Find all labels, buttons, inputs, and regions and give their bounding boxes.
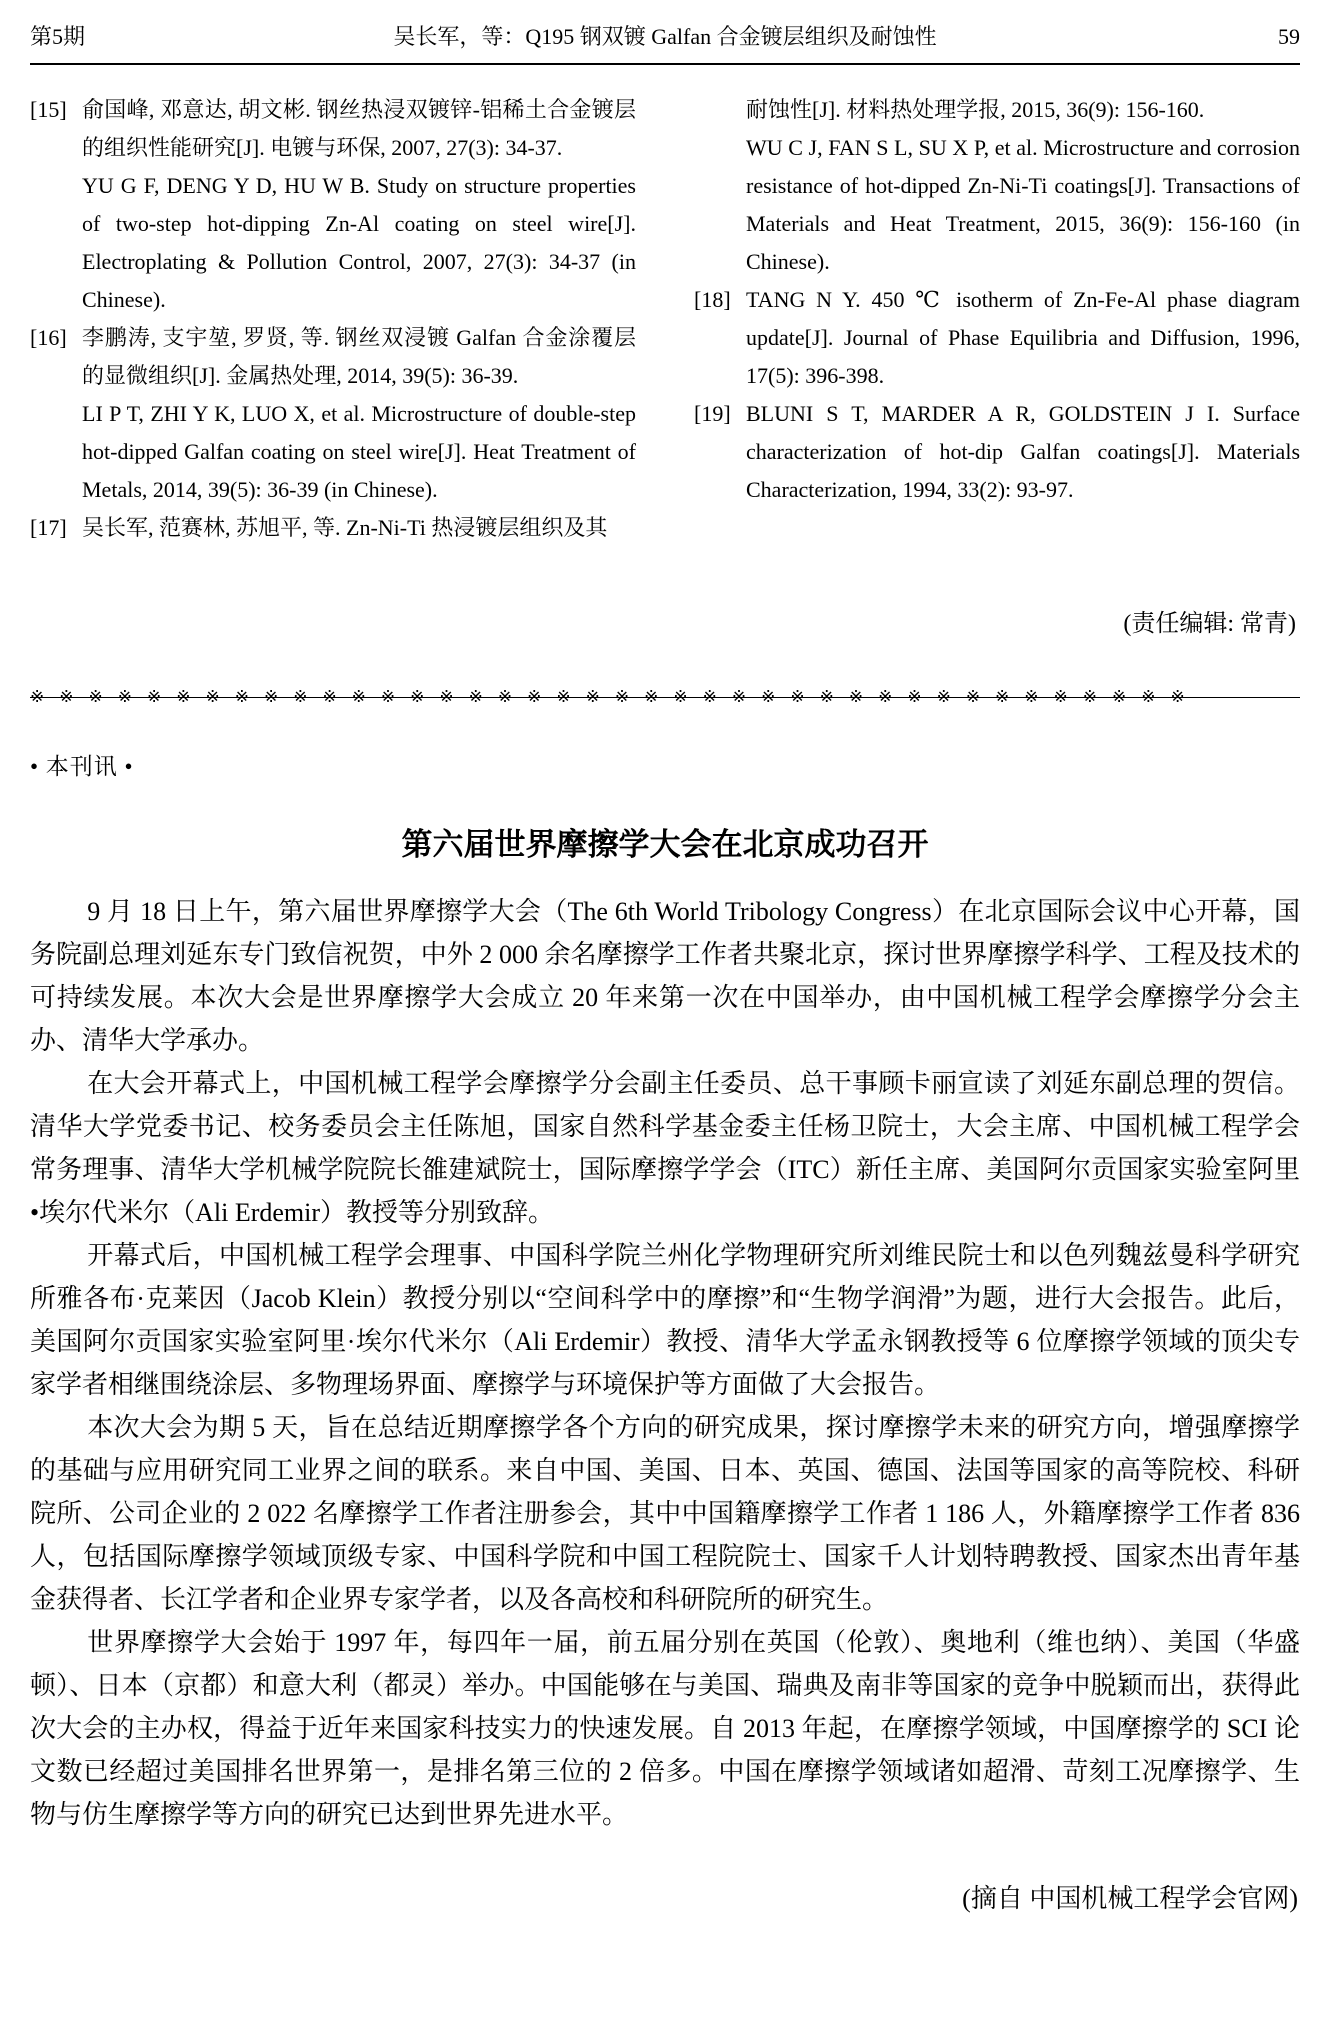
reference-number: [19] (694, 401, 731, 426)
reference-citation-cn: 李鹏涛, 支宇堃, 罗贤, 等. 钢丝双浸镀 Galfan 合金涂覆层的显微组织[J]. 金属热处理, 2014, 39(5): 36-39. (82, 325, 636, 388)
reference-citation-cn: 耐蚀性[J]. 材料热处理学报, 2015, 36(9): 156-160. (746, 97, 1205, 122)
reference-text (746, 91, 1300, 281)
reference-item (694, 91, 1300, 281)
issue-number: 第5期 (30, 24, 86, 49)
reference-citation-en: WU C J, FAN S L, SU X P, et al. Microstructure and corrosion resistance of hot-dipped Zn-Ni-Ti coatings[J]. Transactions of Materials and Heat Treatment, 2015, 36(9): 156-160 (in Chinese). (746, 135, 1300, 274)
reference-number: [15] (30, 97, 67, 122)
editor-note: (责任编辑: 常青) (1123, 611, 1296, 637)
reference-text (746, 395, 1300, 509)
reference-citation-en: BLUNI S T, MARDER A R, GOLDSTEIN J I. Surface characterization of hot-dip Galfan coatings[J]. Materials Characterization, 1994, 33(2): 93-97. (746, 401, 1300, 502)
page-number: 59 (1278, 24, 1300, 49)
page-header (30, 14, 1300, 65)
news-source: (摘自 中国机械工程学会官网) (962, 1884, 1298, 1913)
reference-citation-en: YU G F, DENG Y D, HU W B. Study on structure properties of two-step hot-dipping Zn-Al coating on steel wire[J]. Electroplating & Pollution Control, 2007, 27(3): 34-37 (in Chinese). (82, 173, 636, 312)
reference-number: [16] (30, 325, 67, 350)
references-right-column (694, 91, 1300, 547)
reference-item (30, 509, 636, 547)
section-label: • 本刊讯 • (30, 754, 134, 779)
reference-text (82, 91, 636, 319)
references-left-column (30, 91, 636, 547)
reference-text (82, 509, 636, 547)
reference-item (694, 281, 1300, 395)
ornament-glyph-row: ※※※※※※※※※※※※※※※※※※※※※※※※※※※※※※※※※※※※※※※※ (30, 687, 1200, 706)
news-paragraph: 在大会开幕式上，中国机械工程学会摩擦学分会副主任委员、总干事顾卡丽宣读了刘延东副总理的贺信。清华大学党委书记、校务委员会主任陈旭，国家自然科学基金委主任杨卫院士，大会主席、中国机械工程学会常务理事、清华大学机械学院院长雒建斌院士，国际摩擦学学会（ITC）新任主席、美国阿尔贡国家实验室阿里•埃尔代米尔（Ali Erdemir）教授等分别致辞。 (30, 1069, 1300, 1227)
news-title: 第六届世界摩擦学大会在北京成功召开 (401, 827, 929, 862)
reference-item (694, 395, 1300, 509)
running-title: 吴长军，等：Q195 钢双镀 Galfan 合金镀层组织及耐蚀性 (393, 24, 937, 49)
news-paragraph: 开幕式后，中国机械工程学会理事、中国科学院兰州化学物理研究所刘维民院士和以色列魏兹曼科学研究所雅各布·克莱因（Jacob Klein）教授分别以“空间科学中的摩擦”和“生物学润滑”为题，进行大会报告。此后，美国阿尔贡国家实验室阿里·埃尔代米尔（Ali Erdemir）教授、清华大学孟永钢教授等 6 位摩擦学领域的顶尖专家学者相继围绕涂层、多物理场界面、摩擦学与环境保护等方面做了大会报告。 (30, 1241, 1300, 1399)
reference-text (746, 281, 1300, 395)
reference-citation-cn: 吴长军, 范赛林, 苏旭平, 等. Zn-Ni-Ti 热浸镀层组织及其 (82, 515, 608, 540)
reference-citation-en: LI P T, ZHI Y K, LUO X, et al. Microstructure of double-step hot-dipped Galfan coating on steel wire[J]. Heat Treatment of Metals, 2014, 39(5): 36-39 (in Chinese). (82, 401, 636, 502)
reference-number: [17] (30, 515, 67, 540)
news-body (30, 890, 1300, 1836)
news-paragraph: 世界摩擦学大会始于 1997 年，每四年一届，前五届分别在英国（伦敦）、奥地利（维也纳）、美国（华盛顿）、日本（京都）和意大利（都灵）举办。中国能够在与美国、瑞典及南非等国家的竞争中脱颖而出，获得此次大会的主办权，得益于近年来国家科技实力的快速发展。自 2013 年起，在摩擦学领域，中国摩擦学的 SCI 论文数已经超过美国排名世界第一，是排名第三位的 2 倍多。中国在摩擦学领域诸如超滑、苛刻工况摩擦学、生物与仿生摩擦学等方向的研究已达到世界先进水平。 (30, 1628, 1300, 1829)
reference-item (30, 319, 636, 509)
reference-number (694, 91, 746, 281)
reference-text (82, 319, 636, 509)
news-paragraph: 9 月 18 日上午，第六届世界摩擦学大会（The 6th World Tribology Congress）在北京国际会议中心开幕，国务院副总理刘延东专门致信祝贺，中外 2 000 余名摩擦学工作者共聚北京，探讨世界摩擦学科学、工程及技术的可持续发展。本次大会是世界摩擦学大会成立 20 年来第一次在中国举办，由中国机械工程学会摩擦学分会主办、清华大学承办。 (30, 897, 1300, 1055)
reference-item (30, 91, 636, 319)
reference-citation-en: TANG N Y. 450 ℃ isotherm of Zn-Fe-Al phase diagram update[J]. Journal of Phase Equilibria and Diffusion, 1996, 17(5): 396-398. (746, 287, 1300, 388)
news-paragraph: 本次大会为期 5 天，旨在总结近期摩擦学各个方向的研究成果，探讨摩擦学未来的研究方向，增强摩擦学的基础与应用研究同工业界之间的联系。来自中国、美国、日本、英国、德国、法国等国家的高等院校、科研院所、公司企业的 2 022 名摩擦学工作者注册参会，其中中国籍摩擦学工作者 1 186 人，外籍摩擦学工作者 836 人，包括国际摩擦学领域顶级专家、中国科学院和中国工程院院士、国家千人计划特聘教授、国家杰出青年基金获得者、长江学者和企业界专家学者，以及各高校和科研院所的研究生。 (30, 1413, 1300, 1614)
reference-citation-cn: 俞国峰, 邓意达, 胡文彬. 钢丝热浸双镀锌-铝稀土合金镀层的组织性能研究[J]. 电镀与环保, 2007, 27(3): 34-37. (82, 97, 636, 160)
ornament-separator (30, 684, 1300, 710)
references-section (30, 91, 1300, 547)
reference-number: [18] (694, 287, 731, 312)
